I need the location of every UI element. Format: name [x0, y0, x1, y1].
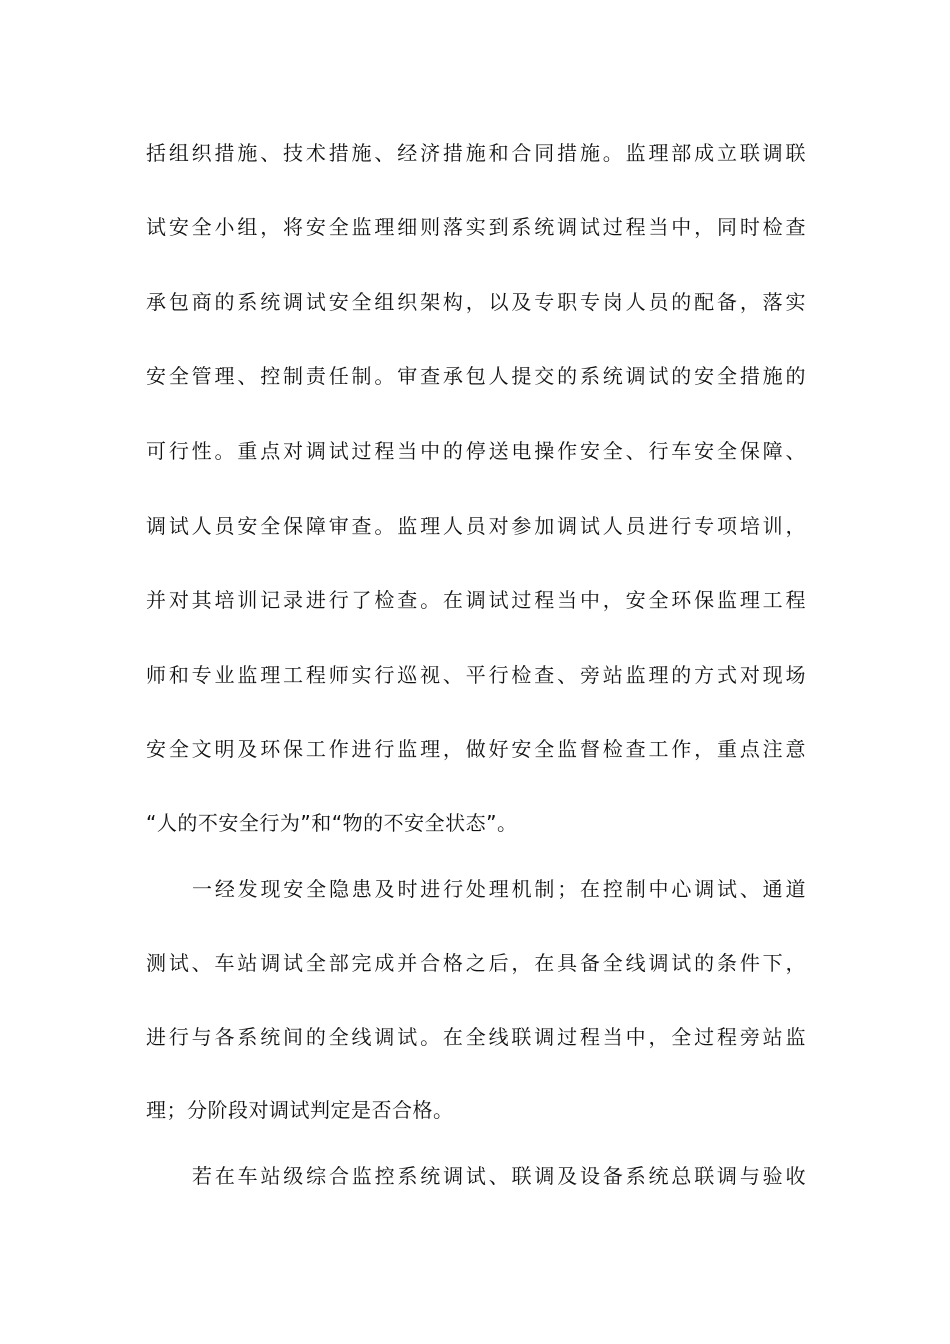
text-line: 调试人员安全保障审查。监理人员对参加调试人员进行专项培训，: [146, 514, 806, 538]
text-line: 并对其培训记录进行了检查。在调试过程当中，安全环保监理工程: [146, 588, 806, 612]
text-line: 安全管理、控制责任制。审查承包人提交的系统调试的安全措施的: [146, 364, 806, 388]
text-line: “人的不安全行为”和“物的不安全状态”。: [146, 811, 518, 835]
paragraph-first-line: 一经发现安全隐患及时进行处理机制；在控制中心调试、通道: [192, 877, 806, 901]
text-line: 进行与各系统间的全线调试。在全线联调过程当中，全过程旁站监: [146, 1025, 806, 1049]
text-line: 承包商的系统调试安全组织架构，以及专职专岗人员的配备，落实: [146, 290, 806, 314]
text-line: 师和专业监理工程师实行巡视、平行检查、旁站监理的方式对现场: [146, 663, 806, 687]
text-line: 括组织措施、技术措施、经济措施和合同措施。监理部成立联调联: [146, 141, 806, 165]
text-line: 安全文明及环保工作进行监理，做好安全监督检查工作，重点注意: [146, 737, 806, 761]
text-line: 可行性。重点对调试过程当中的停送电操作安全、行车安全保障、: [146, 439, 806, 463]
paragraph-first-line: 若在车站级综合监控系统调试、联调及设备系统总联调与验收: [192, 1164, 806, 1188]
text-line: 理；分阶段对调试判定是否合格。: [146, 1098, 454, 1122]
text-line: 测试、车站调试全部完成并合格之后，在具备全线调试的条件下，: [146, 951, 806, 975]
text-line: 试安全小组，将安全监理细则落实到系统调试过程当中，同时检查: [146, 215, 806, 239]
